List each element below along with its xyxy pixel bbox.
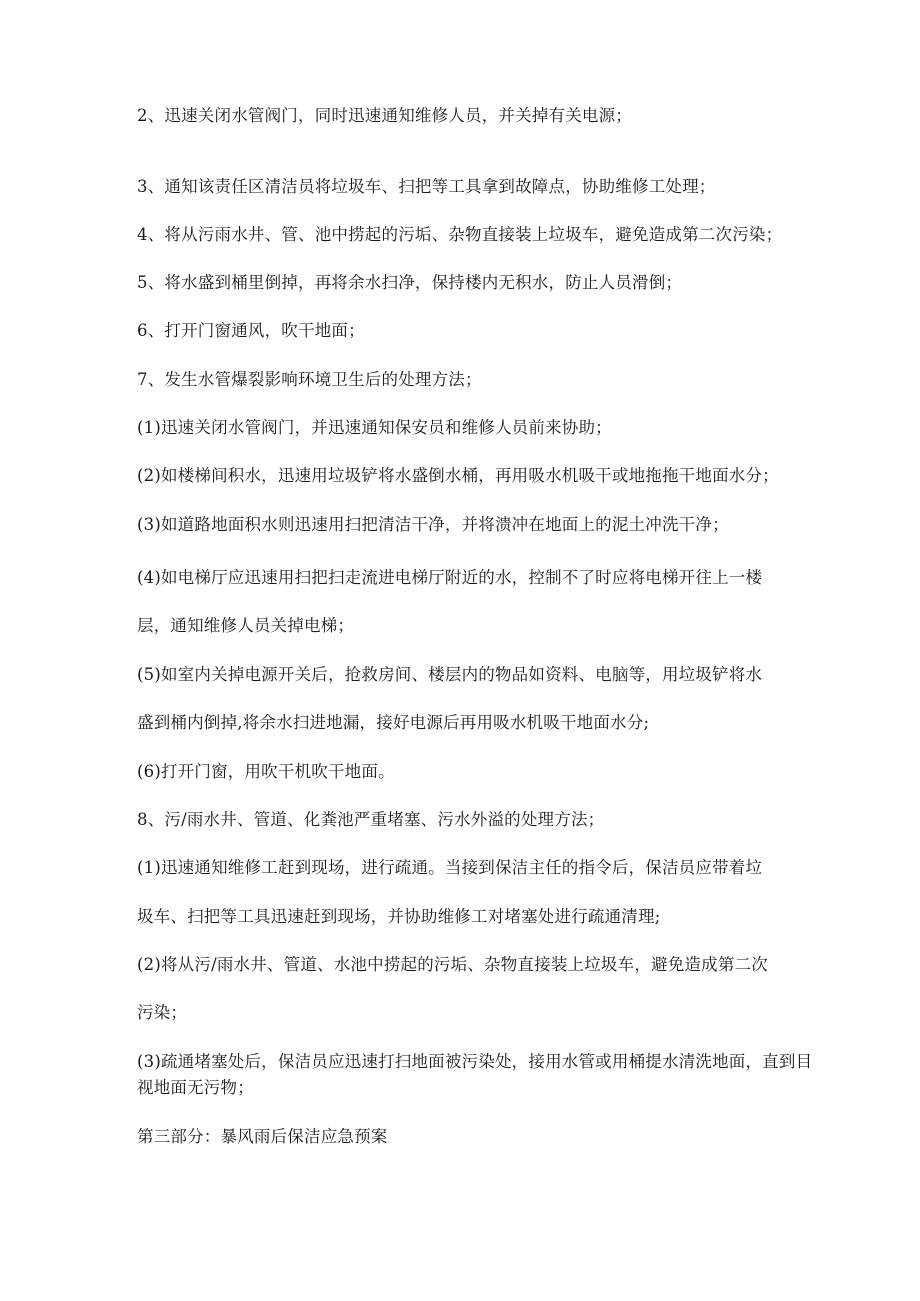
paragraph-8-3: (3)疏通堵塞处后，保洁员应迅速打扫地面被污染处，接用水管或用桶提水清洗地面，直到目视地面无污物； <box>137 1052 813 1097</box>
section-heading-part-3: 第三部分：暴风雨后保洁应急预案 <box>137 1127 388 1146</box>
paragraph-item-5: 5、将水盛到桶里倒掉，再将余水扫净，保持楼内无积水，防止人员滑倒； <box>137 273 683 292</box>
paragraph-7-5-line2: 盛到桶内倒掉,将余水扫进地漏，接好电源后再用吸水机吸干地面水分; <box>137 713 650 732</box>
paragraph-7-4-line2: 层，通知维修人员关掉电梯； <box>137 616 355 635</box>
paragraph-7-4-line1: (4)如电梯厅应迅速用扫把扫走流进电梯厅附近的水，控制不了时应将电梯开往上一楼 <box>137 568 763 587</box>
paragraph-item-6: 6、打开门窗通风，吹干地面； <box>137 321 365 340</box>
paragraph-item-2: 2、迅速关闭水管阀门，同时迅速通知维修人员，并关掉有关电源； <box>137 106 632 125</box>
paragraph-7-1: (1)迅速关闭水管阀门，并迅速通知保安员和维修人员前来协助； <box>137 418 612 437</box>
paragraph-8-1-line2: 圾车、扫把等工具迅速赶到现场，并协助维修工对堵塞处进行疏通清理; <box>137 907 661 926</box>
paragraph-7-3: (3)如道路地面积水则迅速用扫把清洁干净，并将溃冲在地面上的泥土冲洗干净； <box>137 515 729 534</box>
paragraph-item-4: 4、将从污雨水井、管、池中捞起的污垢、杂物直接装上垃圾车，避免造成第二次污染； <box>137 225 783 244</box>
paragraph-7-2: (2)如楼梯间积水，迅速用垃圾铲将水盛倒水桶，再用吸水机吸干或地拖拖干地面水分； <box>137 466 779 485</box>
paragraph-item-7-heading: 7、发生水管爆裂影响环境卫生后的处理方法； <box>137 370 482 389</box>
paragraph-8-2-line1: (2)将从污/雨水井、管道、水池中捞起的污垢、杂物直接装上垃圾车，避免造成第二次 <box>137 955 768 974</box>
paragraph-8-2-line2: 污染； <box>137 1003 188 1022</box>
paragraph-7-5-line1: (5)如室内关掉电源开关后，抢救房间、楼层内的物品如资料、电脑等，用垃圾铲将水 <box>137 665 763 684</box>
paragraph-item-8-heading: 8、污/雨水井、管道、化粪池严重堵塞、污水外溢的处理方法； <box>137 810 605 829</box>
paragraph-item-3: 3、通知该责任区清洁员将垃圾车、扫把等工具拿到故障点，协助维修工处理； <box>137 177 716 196</box>
paragraph-7-6: (6)打开门窗，用吹干机吹干地面。 <box>137 762 395 781</box>
paragraph-8-1-line1: (1)迅速通知维修工赶到现场，进行疏通。当接到保洁主任的指令后，保洁员应带着垃 <box>137 858 763 877</box>
